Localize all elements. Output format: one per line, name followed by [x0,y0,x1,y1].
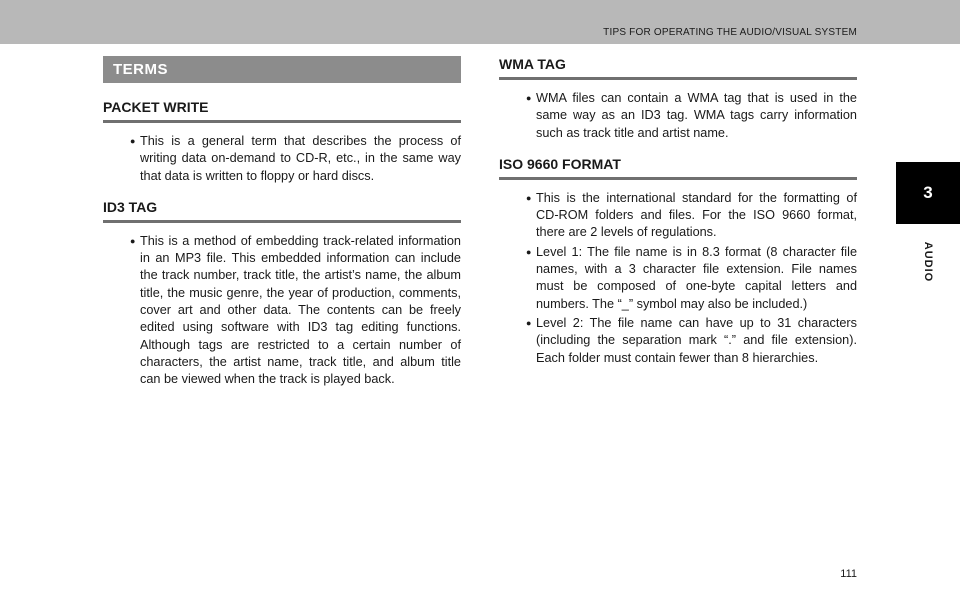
bullet-text: This is a general term that describes the process of writing data on-demand to CD-R, etc., in the same way that data is written to floppy or hard discs. [140,134,461,183]
chapter-label [914,232,942,292]
bullet-dot-icon: ● [130,136,136,146]
bullet-dot-icon: ● [526,317,532,328]
section-heading-wma-tag: WMA TAG [499,56,857,80]
running-head: TIPS FOR OPERATING THE AUDIO/VISUAL SYSTEM [603,27,857,38]
bullet-item [499,244,857,313]
chapter-tab [896,162,960,224]
chapter-number: 3 [923,183,933,202]
terms-banner: TERMS [103,56,461,83]
bullet-item [103,133,461,185]
bullet-item [499,315,857,367]
bullet-text: WMA files can contain a WMA tag that is used in the same way as an ID3 tag. WMA tags carry information such as track title and artist name. [536,91,857,140]
bullet-item [499,190,857,242]
bullet-text: Level 2: The file name can have up to 31 characters (including the separation mark “.” and file extension). Each folder must contain fewer than 8 hierarchies. [536,315,857,365]
bullet-dot-icon: ● [130,235,136,246]
page-number: 111 [840,568,857,580]
bullet-text: This is a method of embedding track-related information in an MP3 file. This embedded information can include the track number, track title, the artist’s name, the album title, the music genre, the year of production, comments, cover art and other data. The contents can be freely edited using software with ID3 tag editing functions. Although tags are restricted to a certain number of characters, the artist name, track title, and album title can be viewed when the track is played back. [140,233,461,387]
bullet-item [103,233,461,389]
bullet-item [499,90,857,142]
right-column [499,56,857,369]
bullet-text: This is the international standard for the formatting of CD-ROM folders and files. For the ISO 9660 format, there are 2 levels of regulations. [536,190,857,240]
bullet-dot-icon: ● [526,246,532,257]
bullet-dot-icon: ● [526,93,532,103]
section-heading-id3-tag: ID3 TAG [103,199,461,223]
chapter-label-text: AUDIO [922,241,935,283]
section-heading-iso-9660: ISO 9660 FORMAT [499,156,857,180]
section-heading-packet-write: PACKET WRITE [103,99,461,123]
left-column [103,56,461,391]
bullet-dot-icon: ● [526,192,532,203]
bullet-text: Level 1: The file name is in 8.3 format (8 character file names, with a 3 character file extension. File names must be composed of one-byte capital letters and numbers. The “_” symbol may also be included.) [536,244,857,311]
